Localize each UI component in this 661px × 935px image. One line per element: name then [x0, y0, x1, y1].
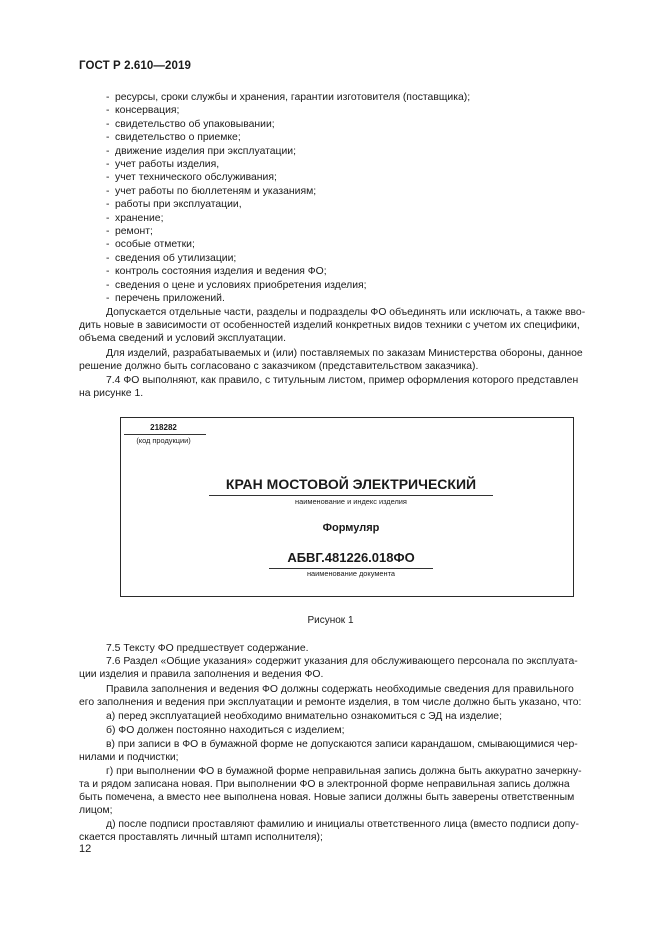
rule-b: б) ФО должен постоянно находиться с изделием; — [106, 725, 345, 736]
document-code: АБВГ.481226.018ФО — [287, 550, 415, 565]
list-item: - сведения об утилизации; — [106, 252, 237, 264]
item-name: КРАН МОСТОВОЙ ЭЛЕКТРИЧЕСКИЙ — [225, 476, 477, 492]
list-item: - учет технического обслуживания; — [106, 172, 277, 184]
page-number: 12 — [79, 843, 92, 855]
rule-a: а) перед эксплуатацией необходимо внимательно ознакомиться с ЭД на изделие; — [106, 711, 502, 722]
paragraph-line: ции изделия и правила заполнения и ведения ФО. — [79, 669, 324, 680]
list-item: - контроль состояния изделия и ведения ФО; — [106, 266, 327, 278]
list-item: - учет работы по бюллетеням и указаниям; — [106, 185, 317, 197]
paragraph-line: дить новые в зависимости от особенностей изделий конкретных видов техники с учетом их специфики, — [79, 320, 580, 331]
item-name-caption: наименование и индекс изделия — [295, 497, 407, 506]
rule-g-line: лицом; — [79, 805, 113, 816]
rule-v-line: нилами и подчистки; — [79, 752, 179, 763]
list-item: - свидетельство об упаковывании; — [106, 118, 275, 130]
list-item: - особые отметки; — [106, 239, 195, 251]
paragraph-line: его заполнения и ведения при эксплуатации и ремонте изделия, в том числе должно быть указано, что: — [79, 697, 582, 708]
list-item: - свидетельство о приемке; — [106, 132, 241, 144]
list-item: - сведения о цене и условиях приобретения изделия; — [106, 279, 367, 291]
list-item: - ресурсы, сроки службы и хранения, гарантии изготовителя (поставщика); — [106, 92, 471, 103]
paragraph-line: Правила заполнения и ведения ФО должны содержать необходимые сведения для правильного — [106, 684, 574, 695]
item-name-line — [209, 495, 493, 496]
list-item: - консервация; — [106, 105, 180, 117]
rule-g-line: та и рядом записана новая. При выполнении ФО в электронной форме неправильная запись должна — [79, 779, 570, 790]
product-code-caption: (код продукции) — [136, 436, 191, 445]
document-type: Формуляр — [322, 522, 380, 534]
document-code-caption: наименование документа — [306, 569, 396, 578]
paragraph-line: Допускается отдельные части, разделы и подразделы ФО объединять или исключать, а также вво- — [106, 307, 586, 318]
paragraph-line: на рисунке 1. — [79, 388, 144, 399]
rule-g-line: г) при выполнении ФО в бумажной форме неправильная запись должна быть аккуратно зачеркну- — [106, 766, 582, 777]
contents-list — [106, 91, 470, 306]
list-item: - учет работы изделия, — [106, 159, 220, 171]
paragraph-line: 7.5 Тексту ФО предшествует содержание. — [106, 643, 309, 654]
paragraph-line: объема сведений и условий эксплуатации. — [79, 333, 286, 344]
paragraph-line: Для изделий, разрабатываемых и (или) поставляемых по заказам Министерства обороны, данное — [106, 348, 583, 359]
list-item: - работы при эксплуатации, — [106, 199, 242, 211]
rule-d-line: д) после подписи проставляют фамилию и инициалы ответственного лица (вместо подписи допу- — [106, 819, 579, 830]
rule-v-line: в) при записи в ФО в бумажной форме не допускаются записи карандашом, смывающимися чер- — [106, 739, 578, 750]
product-code: 218282 — [150, 423, 177, 432]
document-header: ГОСТ Р 2.610—2019 — [79, 60, 191, 72]
product-code-line — [124, 434, 206, 435]
list-item: - перечень приложений. — [106, 293, 225, 305]
paragraph-line: 7.4 ФО выполняют, как правило, с титульным листом, пример оформления которого представлен — [106, 375, 579, 386]
list-item: - хранение; — [106, 212, 164, 224]
list-item: - движение изделия при эксплуатации; — [106, 145, 296, 157]
rule-d-line: скается проставлять личный штамп исполнителя); — [79, 832, 323, 843]
list-item: - ремонт; — [106, 226, 153, 238]
figure-caption: Рисунок 1 — [307, 615, 354, 626]
paragraph-line: решение должно быть согласовано с заказчиком (представительством заказчика). — [79, 361, 479, 372]
paragraph-line: 7.6 Раздел «Общие указания» содержит указания для обслуживающего персонала по эксплуата- — [106, 656, 578, 667]
rule-g-line: быть помечена, а вместо нее выполнена новая. Новые записи должны быть заверены ответственным — [79, 792, 575, 803]
title-page-figure — [120, 417, 574, 597]
